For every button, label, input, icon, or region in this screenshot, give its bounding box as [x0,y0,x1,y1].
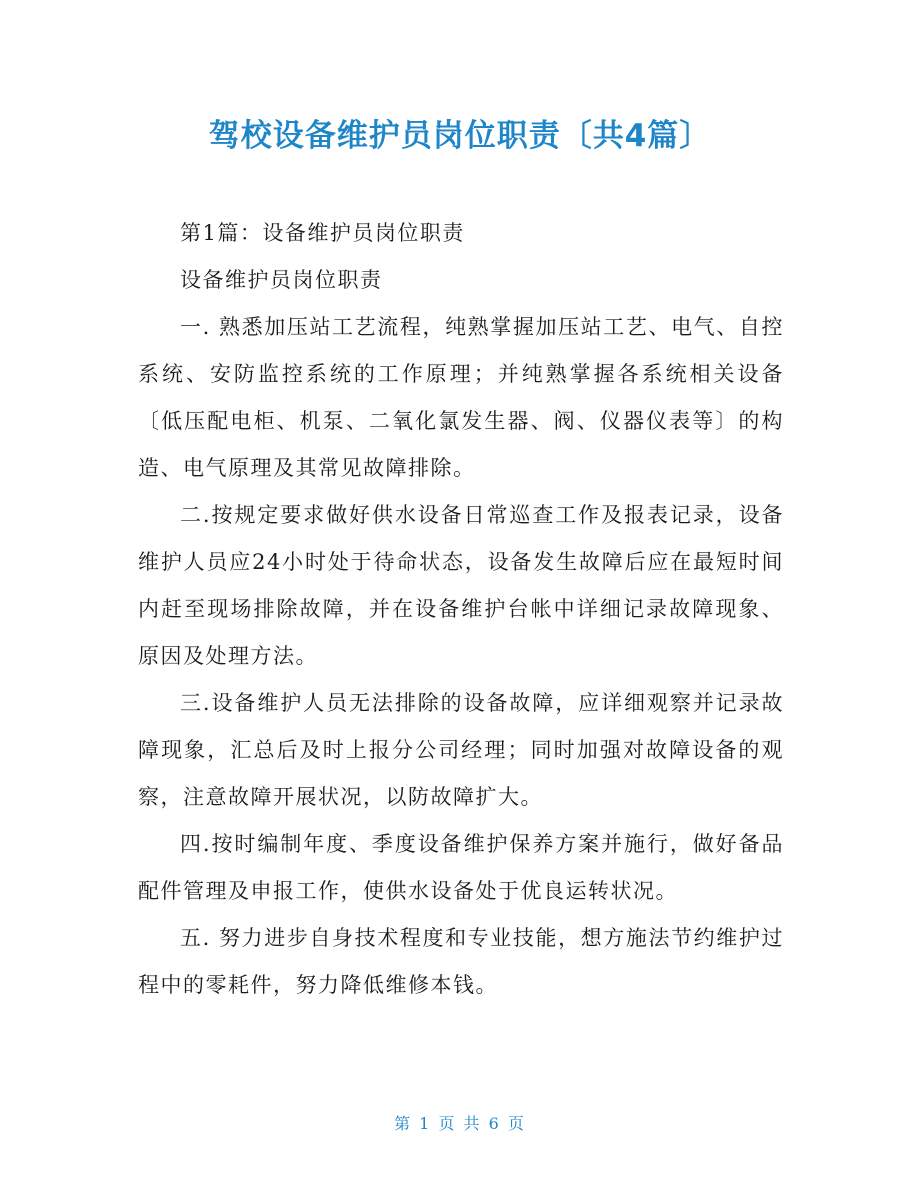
section-heading: 第1篇：设备维护员岗位职责 [180,221,465,245]
paragraph-item-2: 二.按规定要求做好供水设备日常巡查工作及报表记录，设备维护人员应24小时处于待命状态，设备发生故障后应在最短时间内赶至现场排除故障，并在设备维护台帐中详细记录故障现象、原因及处理方法。 [138,503,784,668]
paragraph-item-3: 三.设备维护人员无法排除的设备故障，应详细观察并记录故障现象，汇总后及时上报分公司经理；同时加强对故障设备的观察，注意故障开展状况，以防故障扩大。 [138,691,784,809]
paragraph-item-4: 四.按时编制年度、季度设备维护保养方案并施行，做好备品配件管理及申报工作，使供水设备处于优良运转状况。 [138,832,784,903]
paragraph-item-5: 五. 努力进步自身技术程度和专业技能，想方施法节约维护过程中的零耗件，努力降低维修本钱。 [138,926,784,997]
page-number-footer: 第 1 页 共 6 页 [394,1114,526,1133]
paragraph-item-1: 一. 熟悉加压站工艺流程，纯熟掌握加压站工艺、电气、自控系统、安防监控系统的工作原理；并纯熟掌握各系统相关设备〔低压配电柜、机泵、二氧化氯发生器、阀、仪器仪表等〕的构造、电气原理及其常见故障排除。 [138,315,784,480]
subsection-heading: 设备维护员岗位职责 [180,268,383,292]
document-body [138,210,784,1009]
document-title: 驾校设备维护员岗位职责〔共4篇〕 [208,118,712,154]
